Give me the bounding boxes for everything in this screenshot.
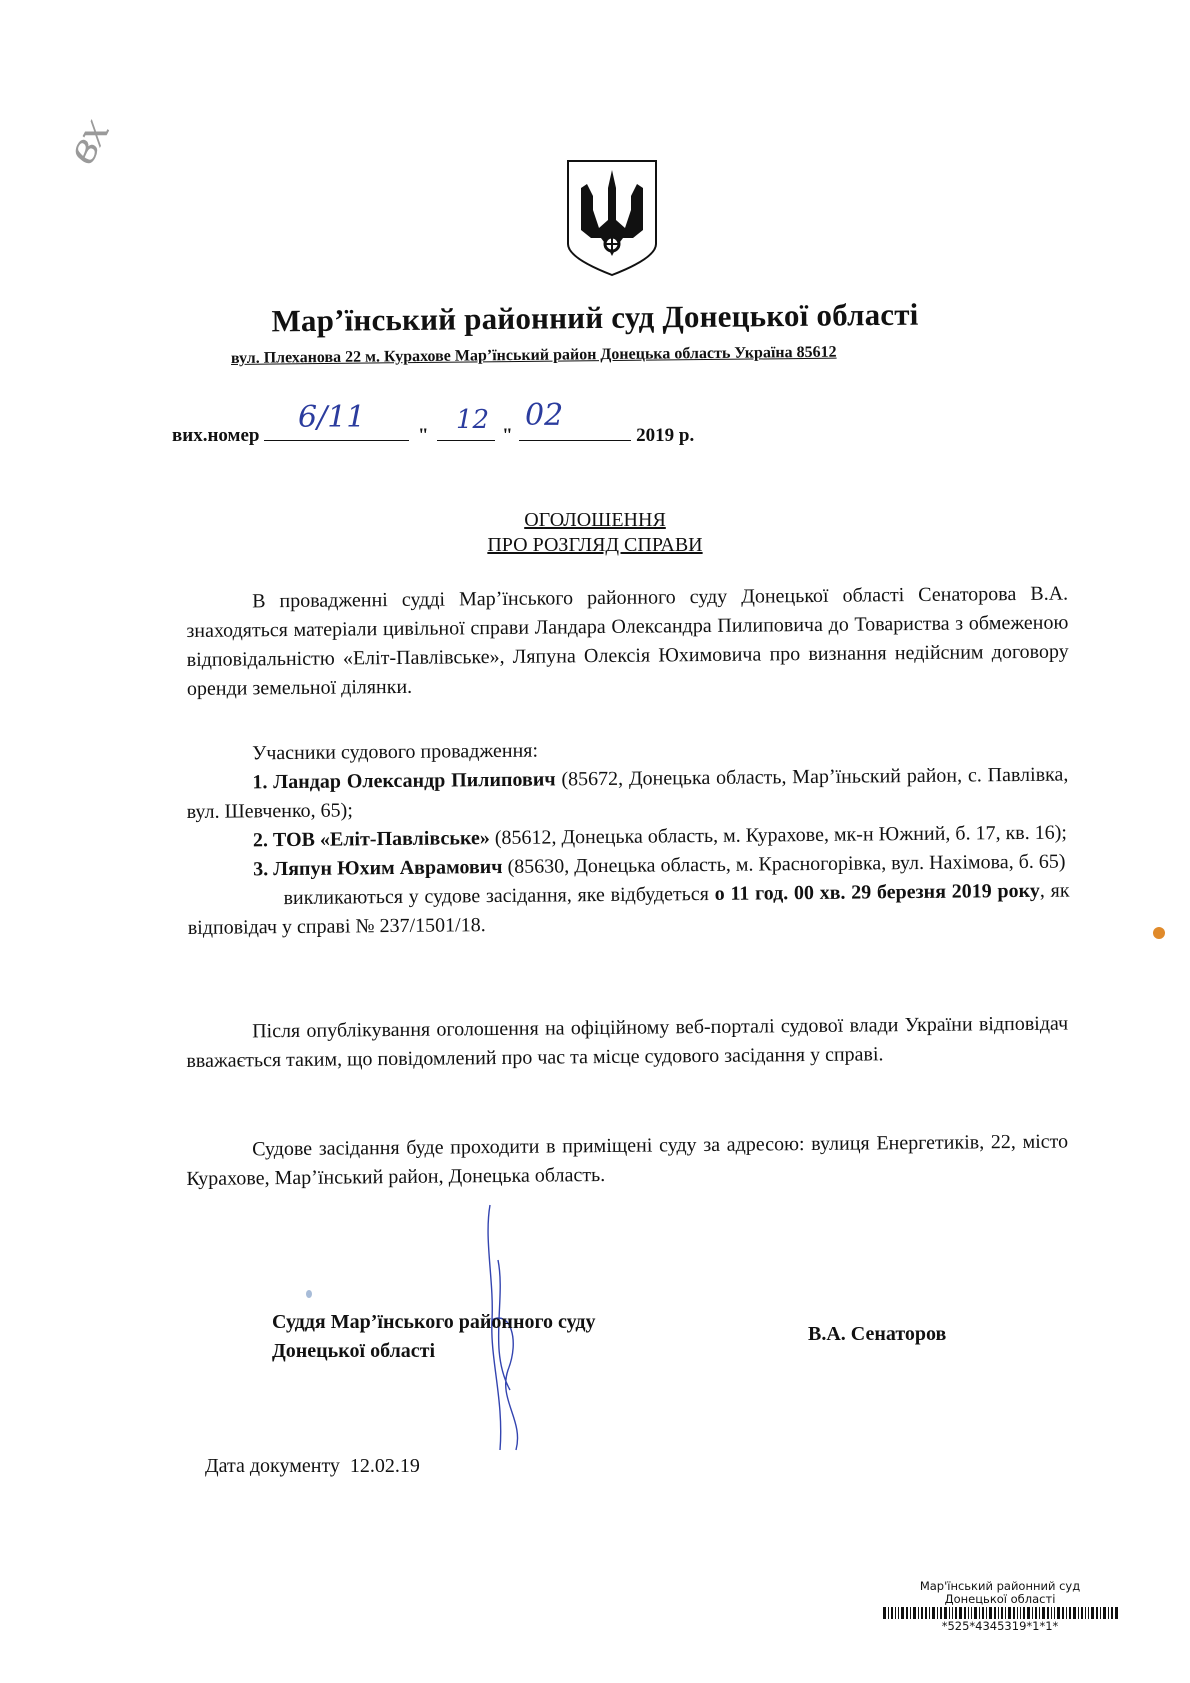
court-name-heading: Мар’їнський районний суд Донецької області [271,296,919,339]
intro-paragraph [186,580,1069,704]
stamp-court-line1: Мар'їнський районний суд [919,1579,1081,1593]
participants-label: Учасники судового провадження: [252,739,539,765]
year-label: 2019 р. [636,425,695,446]
participant-details: (85672, Донецька область, Мар’їньский район, с. Павлівка, вул. Шевченко, 65); [186,763,1069,823]
hearing-datetime: о 11 год. 00 хв. 29 березня 2019 року [714,879,1040,905]
participant-number: 3. [253,858,269,881]
judge-name: В.А. Сенаторов [808,1323,947,1345]
handwritten-outgoing-number: 6/11 [298,400,366,435]
venue-paragraph [186,1128,1069,1194]
quote-mark: " [418,425,429,446]
publication-text: Після опублікування оголошення на офіційному веб-порталі судової влади України відповідач вважається таким, що повідомлений про час та місце судового засідання у справі. [186,1012,1069,1072]
quote-mark: " [502,425,513,446]
summons-text: викликаються у судове засідання, яке відбудеться [283,882,715,910]
outgoing-number-field [264,439,409,441]
handwritten-day: 12 [456,405,490,435]
orange-mark [1153,927,1165,939]
notice-title-line2: ПРО РОЗГЛЯД СПРАВИ [487,534,703,556]
participant-number: 1. [252,771,268,794]
participant-number: 2. [252,829,269,852]
court-address: вул. Плеханова 22 м. Курахове Мар’їнський район Донецька область Україна 85612 [230,343,837,367]
summons-sentence [187,877,1070,943]
handwritten-month: 02 [525,398,564,433]
barcode-icon [820,1607,1180,1619]
publication-paragraph [186,1010,1069,1076]
case-number-text: , як відповідач у справі № 237/1501/18. [187,879,1070,939]
day-field [437,439,495,441]
judge-position [272,1308,596,1366]
ink-speck [306,1290,312,1298]
participant-item [186,761,1069,827]
intro-text: В провадженні судді Мар’їнського районного суду Донецької області Сенаторова В.А. знаходяться матеріали цивільної справи Ландара Олександра Пилиповича до Товариства з обмеженою відповідальністю «Еліт-Павлівське», Ляпуна Олексія Юхимовича про визнання недійсним договору оренди земельної ділянки. [186,582,1069,700]
venue-text: Судове засідання буде проходити в приміщені суду за адресою: вулиця Енергетиків, 22, місто Курахове, Мар’їнський район, Донецька область. [186,1130,1069,1190]
coat-of-arms-icon [565,158,659,278]
month-field [519,439,631,441]
participant-name: Ляпун Юхим Аврамович [273,855,503,881]
document-date-value: 12.02.19 [349,1455,420,1477]
judge-position-line1: Суддя Мар’їнського районного суду [272,1311,596,1333]
participants-section [186,732,1070,943]
barcode-number: *525*4345319*1*1* [941,1619,1059,1633]
judge-position-line2: Донецької області [272,1340,436,1362]
participant-name: ТОВ «Еліт-Павлівське» [272,827,490,852]
handwritten-note: вх [58,113,119,172]
document-date [205,1455,420,1478]
participant-details: (85612, Донецька область, м. Курахове, мк-н Южний, б. 17, кв. 16); [489,821,1068,850]
notice-title [0,508,1190,558]
notice-title-line1: ОГОЛОШЕННЯ [524,509,666,531]
participant-details: (85630, Донецька область, м. Красногорівка, вул. Нахімова, б. 65) [502,850,1066,878]
outgoing-number-line [172,425,694,447]
participant-name: Ландар Олександр Пилипович [273,768,556,794]
document-date-label: Дата документу [205,1455,340,1477]
outgoing-number-label: вих.номер [172,425,260,446]
registry-stamp [820,1580,1180,1633]
stamp-court-line2: Донецької області [944,1592,1056,1606]
